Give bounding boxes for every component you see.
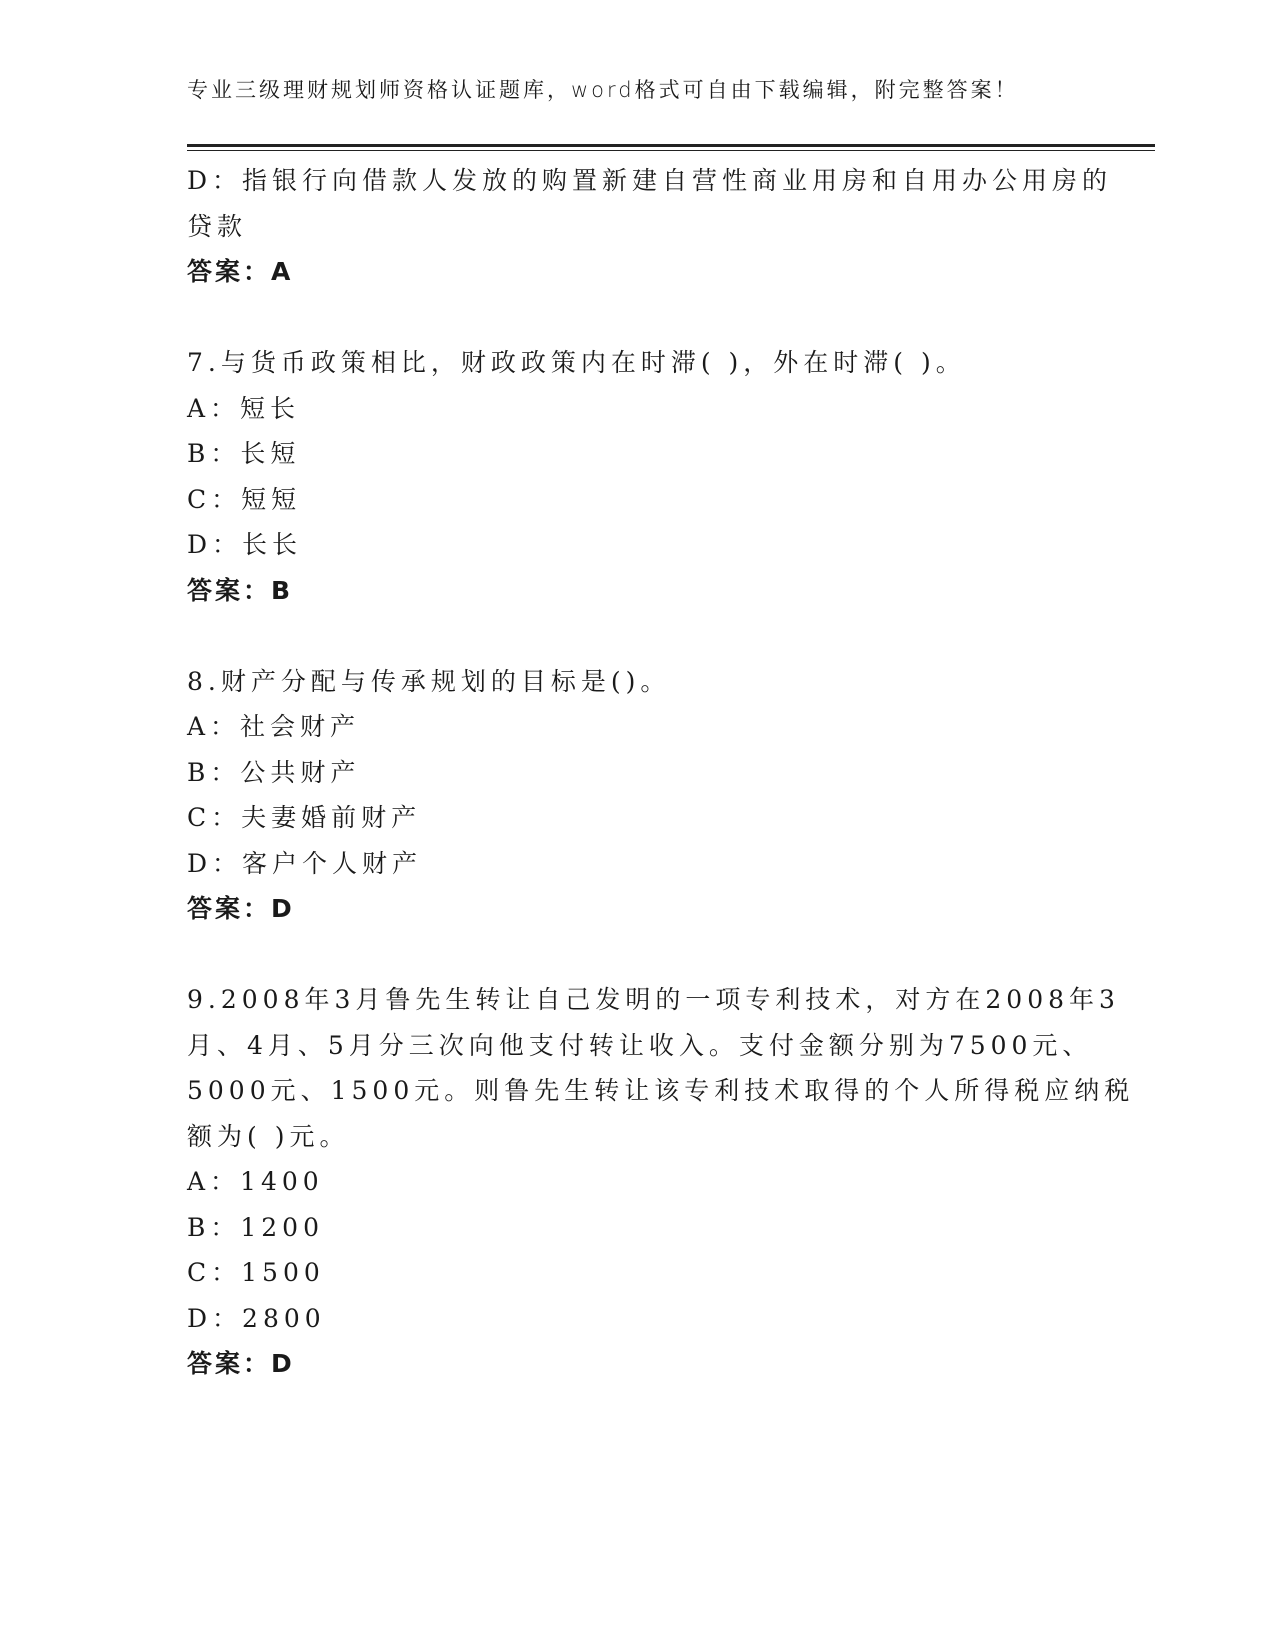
block-gap bbox=[187, 295, 1087, 341]
header-rule-thick bbox=[187, 144, 1155, 147]
question-line: 月、4月、5月分三次向他支付转让收入。支付金额分别为7500元、 bbox=[187, 1030, 1093, 1060]
question-line: C：短短 bbox=[187, 484, 302, 514]
question-line: 贷款 bbox=[187, 211, 248, 241]
question-block bbox=[187, 659, 1087, 978]
question-line: B：1200 bbox=[187, 1212, 324, 1242]
question-line: B：公共财产 bbox=[187, 757, 361, 787]
question-line: 8.财产分配与传承规划的目标是()。 bbox=[187, 666, 671, 696]
question-line: 7.与货币政策相比，财政政策内在时滞( )，外在时滞( )。 bbox=[187, 348, 966, 377]
question-line: 额为( )元。 bbox=[187, 1121, 350, 1151]
question-list bbox=[187, 158, 1135, 1387]
question-block bbox=[187, 977, 1135, 1387]
question-line: 5000元、1500元。则鲁先生转让该专利技术取得的个人所得税应纳税 bbox=[187, 1076, 1135, 1105]
question-line: D：指银行向借款人发放的购置新建自营性商业用房和自用办公用房的 bbox=[187, 166, 1113, 195]
answer-line: 答案：A bbox=[187, 257, 294, 286]
question-line: A：社会财产 bbox=[187, 712, 361, 741]
question-line: A：1400 bbox=[187, 1167, 324, 1196]
question-line: C：1500 bbox=[187, 1258, 325, 1287]
question-line: D：客户个人财产 bbox=[187, 848, 423, 878]
question-line: B：长短 bbox=[187, 439, 301, 468]
question-block bbox=[187, 158, 1113, 340]
header-rule-thin bbox=[187, 150, 1155, 151]
question-line: D：长长 bbox=[187, 530, 303, 559]
answer-line: 答案：D bbox=[187, 1349, 295, 1378]
question-block bbox=[187, 340, 1087, 659]
question-line: 9.2008年3月鲁先生转让自己发明的一项专利技术，对方在2008年3 bbox=[187, 985, 1120, 1014]
answer-line: 答案：D bbox=[187, 894, 295, 923]
page-header: 专业三级理财规划师资格认证题库，word格式可自由下载编辑，附完整答案！ bbox=[187, 78, 1019, 102]
question-line: D：2800 bbox=[187, 1303, 326, 1333]
answer-line: 答案：B bbox=[187, 575, 294, 605]
question-line: A：短长 bbox=[187, 393, 301, 423]
block-gap bbox=[187, 613, 1087, 659]
block-gap bbox=[187, 932, 1087, 978]
question-line: C：夫妻婚前财产 bbox=[187, 803, 422, 832]
